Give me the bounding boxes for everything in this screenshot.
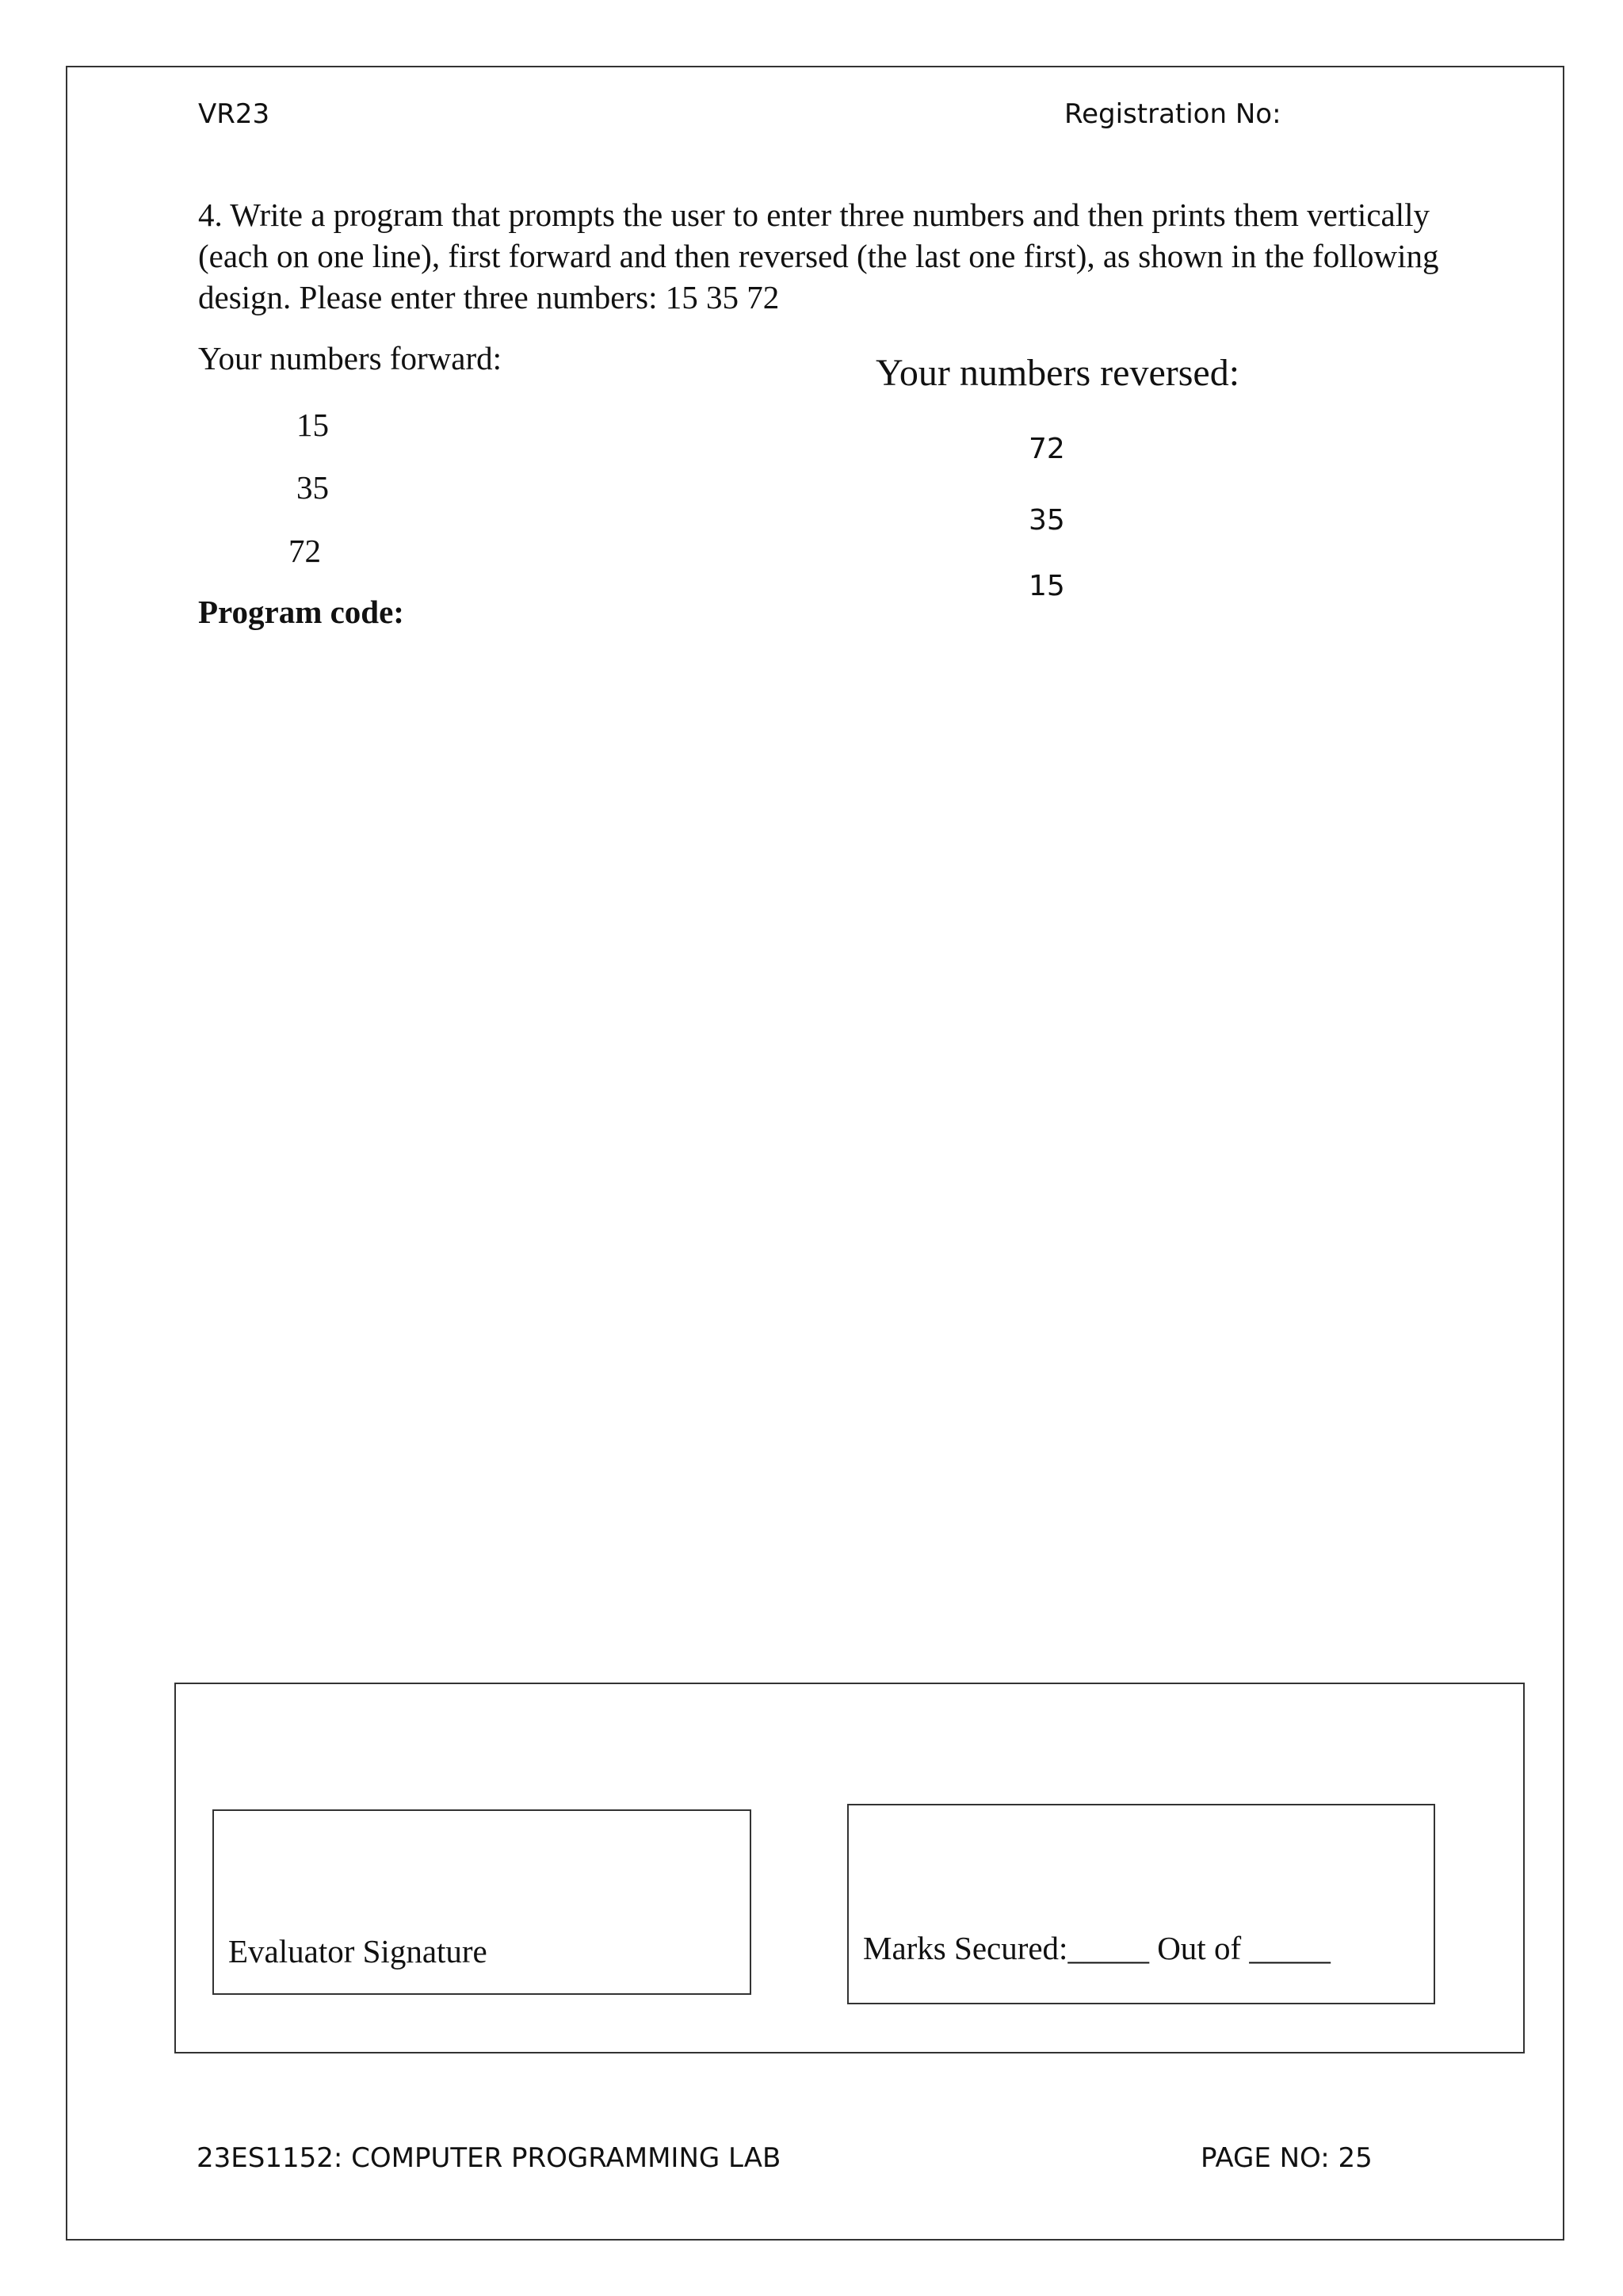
forward-label: Your numbers forward: <box>198 340 502 376</box>
forward-value: 72 <box>288 533 321 569</box>
reversed-value: 15 <box>1029 570 1065 602</box>
reversed-value: 35 <box>1029 504 1065 537</box>
marks-secured-label: Marks Secured:_____ Out of _____ <box>863 1930 1331 1966</box>
program-code-heading: Program code: <box>198 594 404 630</box>
evaluator-signature-label: Evaluator Signature <box>228 1933 487 1969</box>
forward-value: 35 <box>296 469 329 506</box>
reversed-label: Your numbers reversed: <box>876 352 1240 394</box>
reversed-value: 72 <box>1029 433 1065 465</box>
footer-course: 23ES1152: COMPUTER PROGRAMMING LAB <box>197 2142 781 2174</box>
registration-number-label: Registration No: <box>1064 98 1281 130</box>
footer-page-number: PAGE NO: 25 <box>1201 2142 1373 2174</box>
forward-value: 15 <box>296 407 329 443</box>
marks-box <box>847 1804 1435 2004</box>
header-code: VR23 <box>198 98 270 130</box>
question-text: 4. Write a program that prompts the user to enter three numbers and then prints them vertically (each on one line), first forward and then reversed (the last one first), as shown in the following design. Please enter three numbers: 15 35 72 <box>198 197 1439 315</box>
